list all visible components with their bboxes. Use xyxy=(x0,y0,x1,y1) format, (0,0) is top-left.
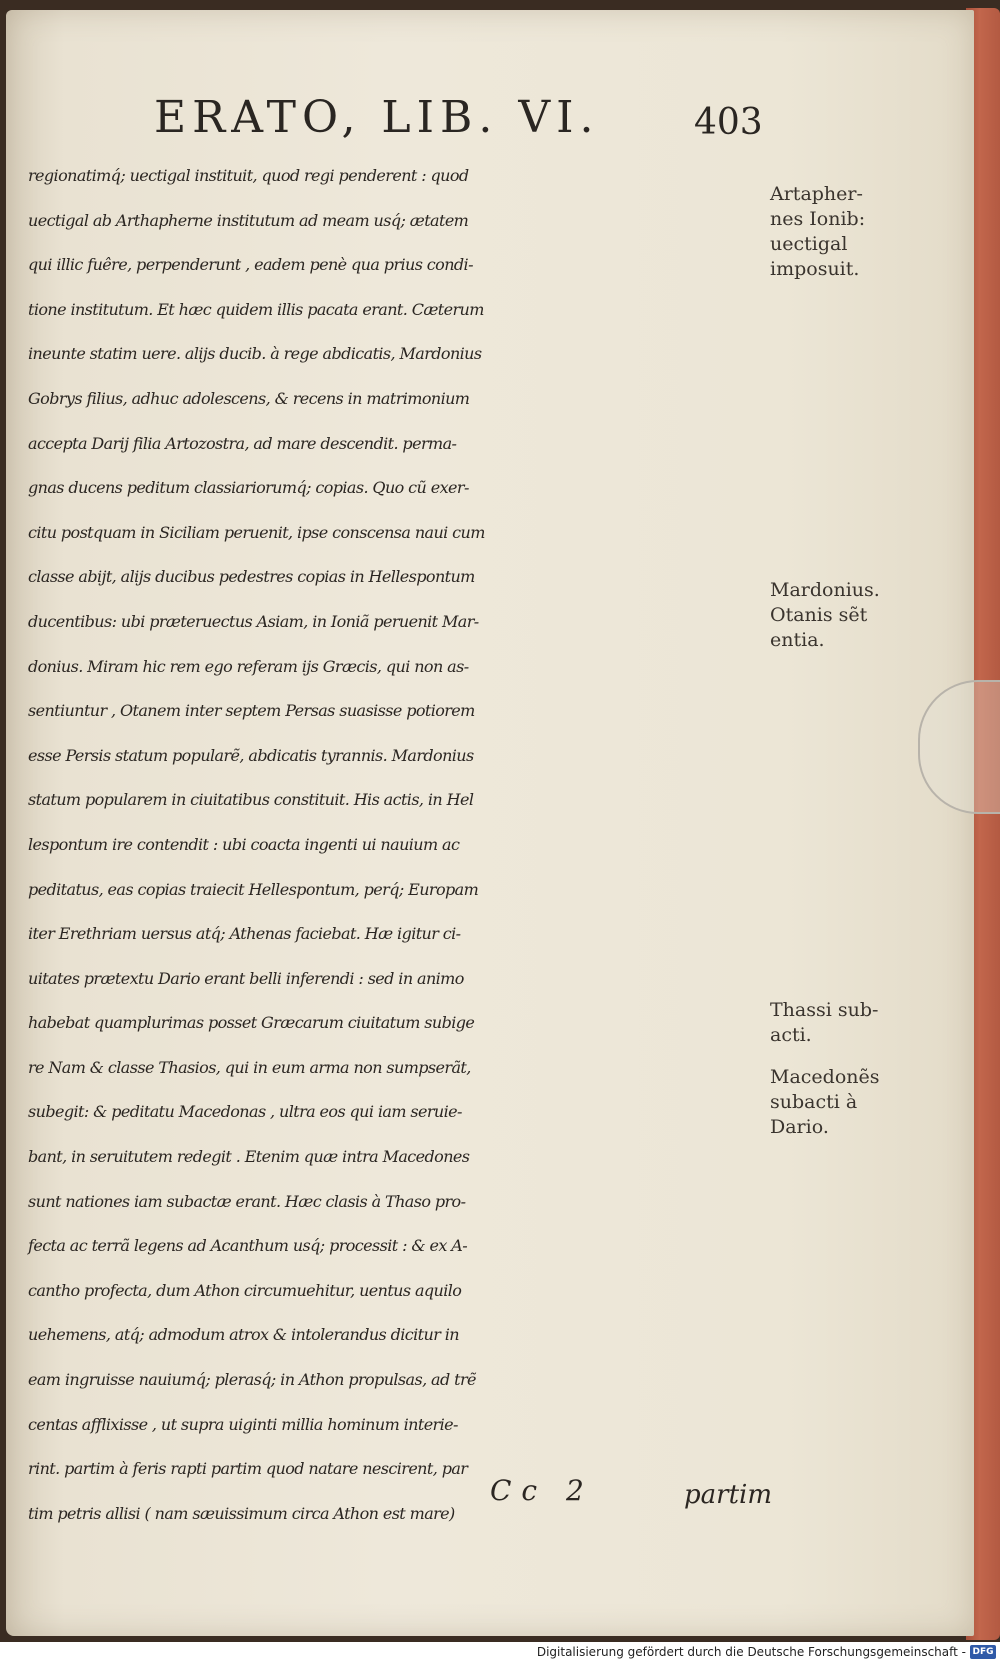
text-line: qui illic fuêre, perpenderunt , eadem penè qua prius condi- xyxy=(28,255,473,275)
text-line: tione institutum. Et hæc quidem illis pacata erant. Cæterum xyxy=(28,299,484,319)
footer-credit: Digitalisierung gefördert durch die Deutsche Forschungsgemeinschaft - xyxy=(536,1645,966,1659)
marginal-note-artaphernes: Artapher- nes Ionib: uectigal imposuit. xyxy=(770,183,866,280)
text-line: centas afflixisse , ut supra uiginti millia hominum interie- xyxy=(28,1414,458,1434)
text-line: regionatimq́; uectigal instituit, quod regi penderent : quod xyxy=(28,166,469,185)
text-line: uectigal ab Arthapherne institutum ad meam usq́; ætatem xyxy=(28,210,469,230)
text-line: iter Erethriam uersus atq́; Athenas faciebat. Hæ igitur ci- xyxy=(28,924,461,944)
text-line: statum popularem in ciuitatibus constituit. His actis, in Hel xyxy=(28,790,474,810)
text-line: accepta Darij filia Artozostra, ad mare descendit. perma- xyxy=(28,433,457,453)
text-line: esse Persis statum popularẽ, abdicatis tyrannis. Mardonius xyxy=(28,745,474,765)
text-line: rint. partim à feris rapti partim quod natare nescirent, par xyxy=(28,1459,468,1479)
page-number: 403 xyxy=(694,102,763,143)
body-text xyxy=(28,154,768,1536)
text-line: habebat quamplurimas posset Græcarum ciuitatum subige xyxy=(28,1013,475,1033)
signature-mark: Cc 2 xyxy=(490,1474,594,1507)
running-head: ERATO, LIB. VI. xyxy=(154,92,600,143)
text-line: citu postquam in Siciliam peruenit, ipse conscensa naui cum xyxy=(28,522,485,542)
marginal-note-thassi: Thassi sub- acti. xyxy=(770,999,879,1046)
footer-bar xyxy=(0,1642,1000,1663)
text-line: sentiuntur , Otanem inter septem Persas suasisse potiorem xyxy=(28,701,475,721)
text-line: fecta ac terrã legens ad Acanthum usq́; processit : & ex A- xyxy=(28,1236,468,1256)
text-line: bant, in seruitutem redegit . Etenim quæ intra Macedones xyxy=(28,1147,470,1167)
text-line: sunt nationes iam subactæ erant. Hæc clasis à Thaso pro- xyxy=(28,1191,466,1211)
text-line: eam ingruisse nauiumq́; plerasq́; in Athon propulsas, ad trẽ xyxy=(28,1370,476,1390)
text-line: uitates prætextu Dario erant belli inferendi : sed in animo xyxy=(28,968,464,988)
dfg-logo: DFG xyxy=(970,1645,996,1659)
text-line: lespontum ire contendit : ubi coacta ingenti ui nauium ac xyxy=(28,834,460,854)
text-line: classe abijt, alijs ducibus pedestres copias in Hellespontum xyxy=(28,567,475,587)
text-line: uehemens, atq́; admodum atrox & intolerandus dicitur in xyxy=(28,1325,459,1345)
text-line: re Nam & classe Thasios, qui in eum arma non sumpserãt, xyxy=(28,1057,471,1077)
marginal-note-mardonius: Mardonius. Otanis sẽt entia. xyxy=(770,579,880,651)
marginal-note-macedones: Macedonẽs subacti à Dario. xyxy=(770,1066,880,1138)
text-line: gnas ducens peditum classiariorumq́; copias. Quo cũ exer- xyxy=(28,478,469,498)
text-line: Gobrys filius, adhuc adolescens, & recens in matrimonium xyxy=(28,388,470,408)
text-line: ineunte statim uere. alijs ducib. à rege abdicatis, Mardonius xyxy=(28,344,482,364)
text-line: peditatus, eas copias traiecit Hellespontum, perq́; Europam xyxy=(28,879,479,899)
text-line: donius. Miram hic rem ego referam ijs Græcis, qui non as- xyxy=(28,656,469,676)
page-paper xyxy=(6,10,974,1636)
text-line: tim petris allisi ( nam sæuissimum circa Athon est mare) xyxy=(28,1503,455,1523)
text-line: subegit: & peditatu Macedonas , ultra eos qui iam seruie- xyxy=(28,1102,462,1122)
text-line: cantho profecta, dum Athon circumuehitur, uentus aquilo xyxy=(28,1280,462,1300)
text-line: ducentibus: ubi præteruectus Asiam, in Ioniã peruenit Mar- xyxy=(28,611,479,631)
catchword: partim xyxy=(684,1480,772,1510)
